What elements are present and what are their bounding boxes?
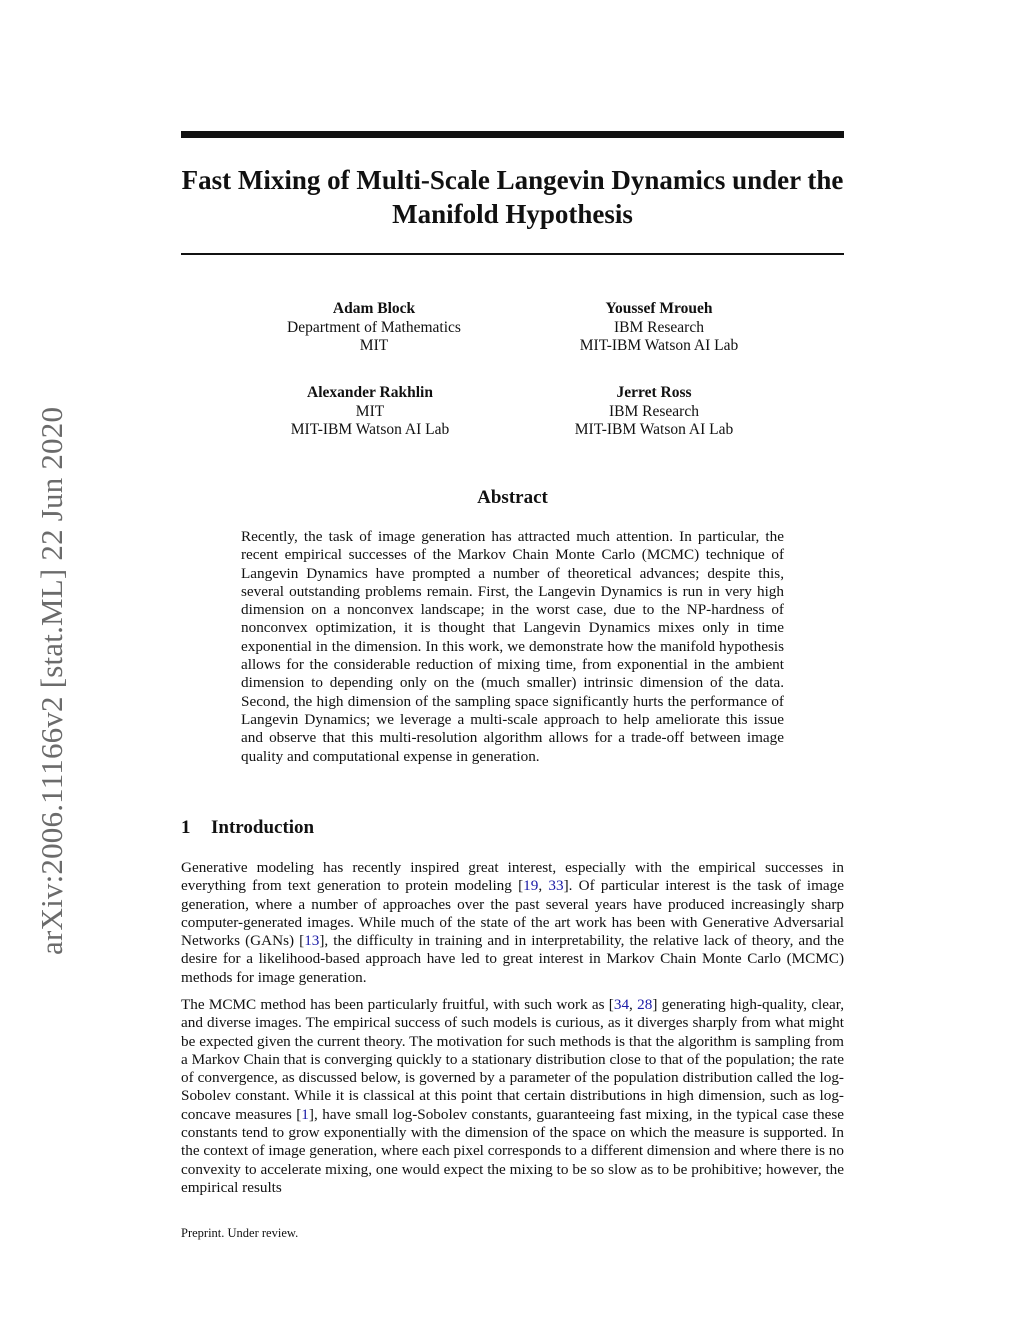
paragraph-text: , [538,877,549,895]
author-affiliation: IBM Research [609,402,699,420]
title-bottom-rule [181,253,844,255]
author-affiliation: MIT [355,402,385,420]
author-affiliation: MIT [359,337,389,354]
paragraph-text: The MCMC method has been particularly fruitful, with such work as [ [181,996,614,1013]
body-paragraph [181,996,844,1197]
paragraph-text: ] generating high-quality, clear, and diverse images. The empirical success of such models is curious, as it diverges sharply from what might be expected given the current theory. The motivation for such methods is that the algorithm is sampling from a Markov Chain that is converging quickly to a stationary distribution close to that of the population; the rate of convergence, as discussed below, is governed by a parameter of the population distribution called the log-Sobolev constant. While it is classical at this point that certain distributions in high dimension, such as log-concave measures [ [181,996,845,1123]
author-name: Adam Block [332,300,416,317]
paragraph-text: Generative modeling has recently inspired great interest, especially with the empirical successes in everything from text generation to protein modeling [ [181,859,844,895]
paragraph-text: ], the difficulty in training and in interpretability, the relative lack of theory, and the desire for a likelihood-based approach have led to great interest in Markov Chain Monte Carlo (MCMC) methods for image generation. [181,932,844,986]
citation-link[interactable]: 19 [523,877,539,895]
author-name: Jerret Ross [616,384,692,401]
author-block [244,300,504,356]
paragraph-text: ], have small log-Sobolev constants, guaranteeing fast mixing, in the typical case these constants tend to grow exponentially with the dimension of the space on which the measure is supported. In the context of image generation, where each pixel corresponds to a different dimension and where there is no convexity to accelerate mixing, one would expect the mixing to be so slow as to be prohibitive; however, the empirical results [181,1105,845,1196]
section-title: Introduction [211,817,315,838]
citation-link[interactable]: 28 [637,996,653,1013]
abstract-text: Recently, the task of image generation has attracted much attention. In particular, the recent empirical successes of the Markov Chain Monte Carlo (MCMC) technique of Langevin Dynamics have prompted a number of theoretical advances; despite this, several outstanding problems remain. First, the Langevin Dynamics is run in very high dimension on a nonconvex landscape; in the worst case, due to the NP-hardness of nonconvex optimization, it is thought that Langevin Dynamics mixes only in time exponential in the dimension. In this work, we demonstrate how the manifold hypothesis allows for the considerable reduction of mixing time, from exponential in the ambient dimension to depending only on the (much smaller) intrinsic dimension of the data. Second, the high dimension of the sampling space significantly hurts the performance of Langevin Dynamics; we leverage a multi-scale approach to help ameliorate this issue and observe that this multi-resolution algorithm allows for a trade-off between image quality and computational expense in generation. [241,528,784,765]
author-affiliation: MIT-IBM Watson AI Lab [574,421,734,438]
citation-link[interactable]: 13 [304,932,320,950]
citation-link[interactable]: 34 [613,996,630,1013]
author-affiliation: Department of Mathematics [287,318,461,336]
author-affiliation: IBM Research [614,318,704,336]
title-top-rule [181,131,844,138]
paper-title: Fast Mixing of Multi-Scale Langevin Dynamics under the Manifold Hypothesis [181,165,844,229]
body-paragraph [181,859,844,987]
page-footer: Preprint. Under review. [181,1226,299,1240]
arxiv-identifier-stamp: arXiv:2006.11166v2 [stat.ML] 22 Jun 2020 [34,406,69,955]
abstract-heading: Abstract [477,487,548,508]
author-affiliation: MIT-IBM Watson AI Lab [579,337,739,354]
paragraph-text: , [629,996,638,1013]
author-name: Youssef Mroueh [605,300,713,317]
author-block [529,300,789,356]
author-block [240,384,500,440]
author-name: Alexander Rakhlin [307,384,433,401]
author-block [524,384,784,440]
section-heading [181,817,314,839]
section-number: 1 [181,817,191,838]
paragraph-text: ]. Of particular interest is the task of image generation, where a number of approaches over the past several years have produced increasingly sharp computer-generated images. While much of the state of the art work has been with Generative Adversarial Networks (GANs) [ [181,877,845,950]
citation-link[interactable]: 1 [301,1105,309,1123]
author-affiliation: MIT-IBM Watson AI Lab [290,421,450,438]
citation-link[interactable]: 33 [548,877,564,895]
